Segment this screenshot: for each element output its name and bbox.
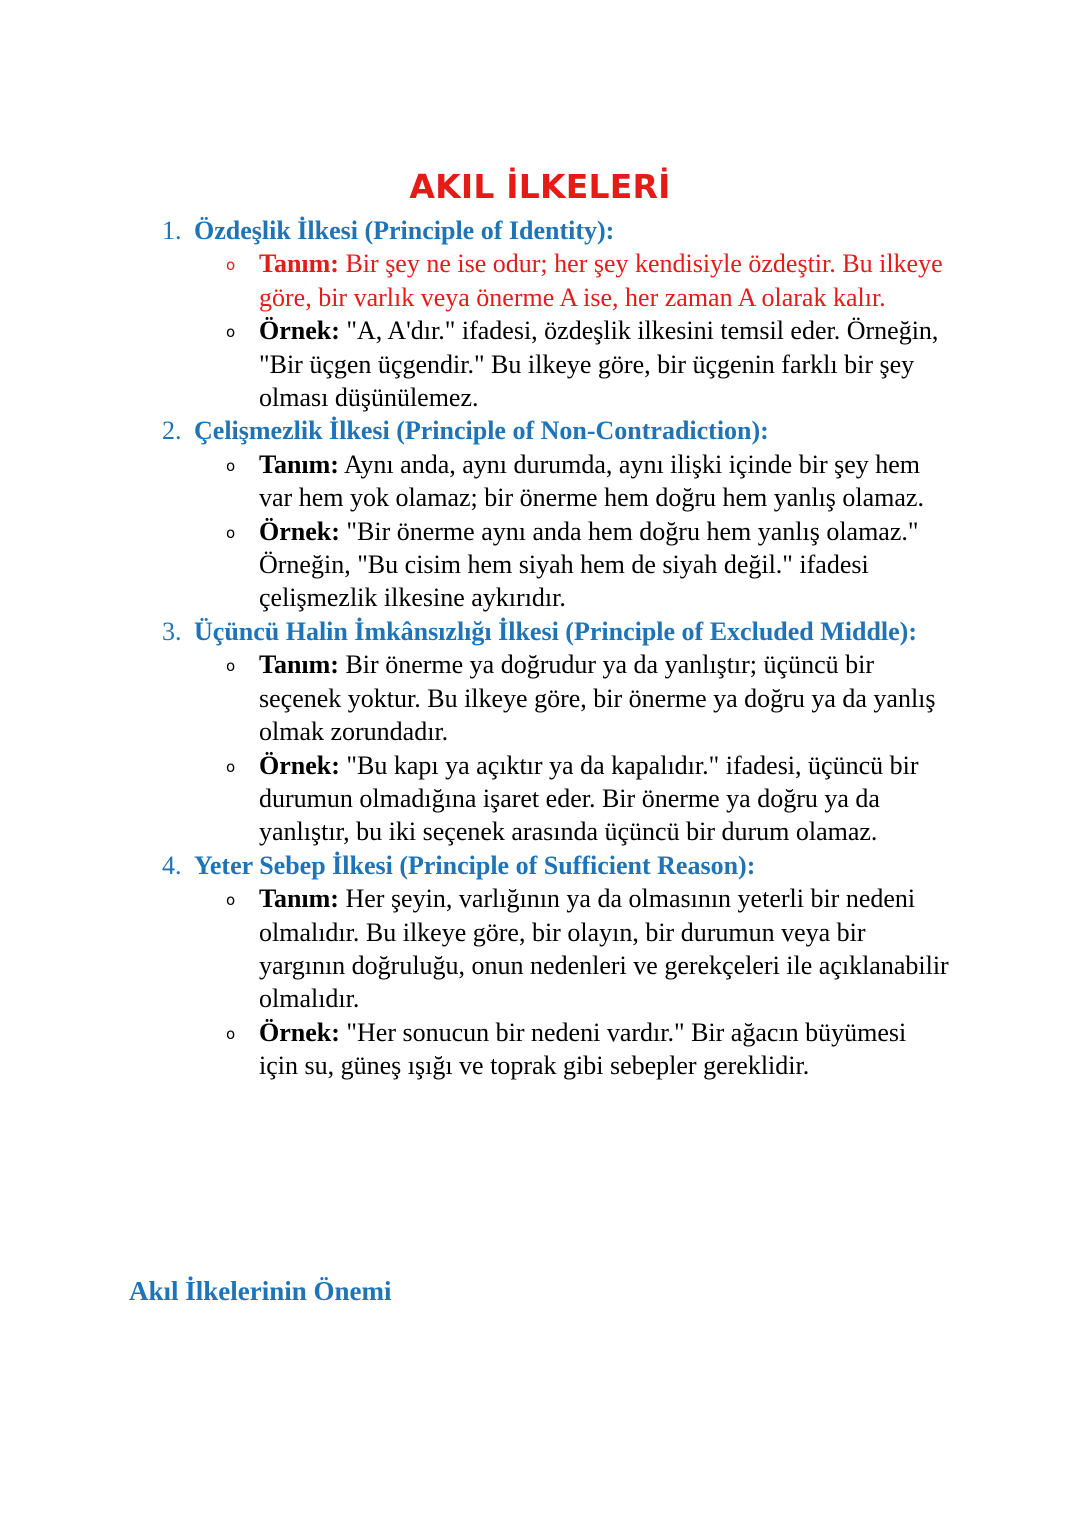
principle-heading-text: Çelişmezlik İlkesi (Principle of Non-Contradiction): (194, 416, 769, 446)
circle-bullet-icon: o (226, 323, 236, 342)
circle-bullet-icon: o (226, 891, 236, 910)
definition-label: Tanım: (259, 249, 339, 279)
principle-number: 3. (162, 616, 182, 646)
principle-details (162, 448, 982, 615)
example-label: Örnek: (259, 1017, 340, 1047)
principle-heading (162, 414, 982, 447)
principle-item-excluded-middle (162, 615, 982, 849)
example-item (162, 515, 950, 615)
principle-number: 1. (162, 216, 182, 245)
example-text: "Bir önerme aynı anda hem doğru hem yanlış olamaz." Örneğin, "Bu cisim hem siyah hem de siyah değil." ifadesi çelişmezlik ilkesine aykırıdır. (259, 516, 919, 613)
circle-bullet-icon: o (226, 657, 236, 676)
example-item (162, 1016, 950, 1083)
principle-heading (162, 615, 982, 648)
example-text: "A, A'dır." ifadesi, özdeşlik ilkesini temsil eder. Örneğin, "Bir üçgen üçgendir." Bu ilkeye göre, bir üçgenin farklı bir şey olması düşünülemez. (259, 316, 939, 413)
principle-heading-text: Üçüncü Halin İmkânsızlığı İlkesi (Principle of Excluded Middle): (194, 616, 917, 646)
definition-item (162, 247, 950, 314)
circle-bullet-icon: o (226, 523, 236, 542)
circle-bullet-icon: o (226, 1024, 236, 1043)
definition-text: Bir şey ne ise odur; her şey kendisiyle özdeştir. Bu ilkeye göre, bir varlık veya önerme A ise, her zaman A olarak kalır. (259, 249, 943, 312)
definition-label: Tanım: (259, 650, 339, 680)
circle-bullet-icon: o (226, 256, 236, 275)
section-heading: Akıl İlkelerinin Önemi (129, 1276, 392, 1306)
principle-details (162, 648, 982, 848)
circle-bullet-icon: o (226, 757, 236, 776)
principle-item-identity (162, 214, 982, 414)
definition-item (162, 882, 950, 1016)
principle-heading-text: Özdeşlik İlkesi (Principle of Identity): (194, 216, 615, 245)
principles-list (162, 214, 982, 1083)
principle-heading (162, 214, 982, 247)
definition-text: Aynı anda, aynı durumda, aynı ilişki içinde bir şey hem var hem yok olamaz; bir önerme hem doğru hem yanlış olamaz. (259, 449, 924, 513)
principle-details (162, 882, 982, 1082)
example-text: "Her sonucun bir nedeni vardır." Bir ağacın büyümesi için su, güneş ışığı ve toprak gibi sebepler gereklidir. (259, 1017, 907, 1081)
principle-item-non-contradiction (162, 414, 982, 614)
example-text: "Bu kapı ya açıktır ya da kapalıdır." ifadesi, üçüncü bir durumun olmadığına işaret eder. Bir önerme ya doğru ya da yanlıştır, bu iki seçenek arasında üçüncü bir durum olamaz. (259, 750, 919, 847)
principle-number: 2. (162, 416, 182, 446)
principle-heading (162, 849, 982, 882)
example-label: Örnek: (259, 750, 340, 780)
definition-item (162, 448, 950, 515)
definition-label: Tanım: (259, 884, 339, 914)
definition-text: Bir önerme ya doğrudur ya da yanlıştır; üçüncü bir seçenek yoktur. Bu ilkeye göre, bir önerme ya doğru ya da yanlış olmak zorundadır. (259, 650, 936, 747)
page-title: AKIL İLKELERİ (409, 167, 671, 207)
definition-item (162, 648, 950, 748)
example-label: Örnek: (259, 516, 340, 546)
principle-item-sufficient-reason (162, 849, 982, 1083)
definition-text: Her şeyin, varlığının ya da olmasının yeterli bir nedeni olmalıdır. Bu ilkeye göre, bir olayın, bir durumun veya bir yargının doğruluğu, onun nedenleri ve gerekçeleri ile açıklanabilir olmalıdır. (259, 884, 949, 1014)
principle-details (162, 247, 982, 414)
circle-bullet-icon: o (226, 456, 236, 475)
example-item (162, 314, 950, 414)
example-item (162, 749, 950, 849)
example-label: Örnek: (259, 316, 340, 346)
principle-number: 4. (162, 850, 182, 880)
principle-heading-text: Yeter Sebep İlkesi (Principle of Sufficient Reason): (194, 850, 756, 880)
definition-label: Tanım: (259, 449, 339, 479)
